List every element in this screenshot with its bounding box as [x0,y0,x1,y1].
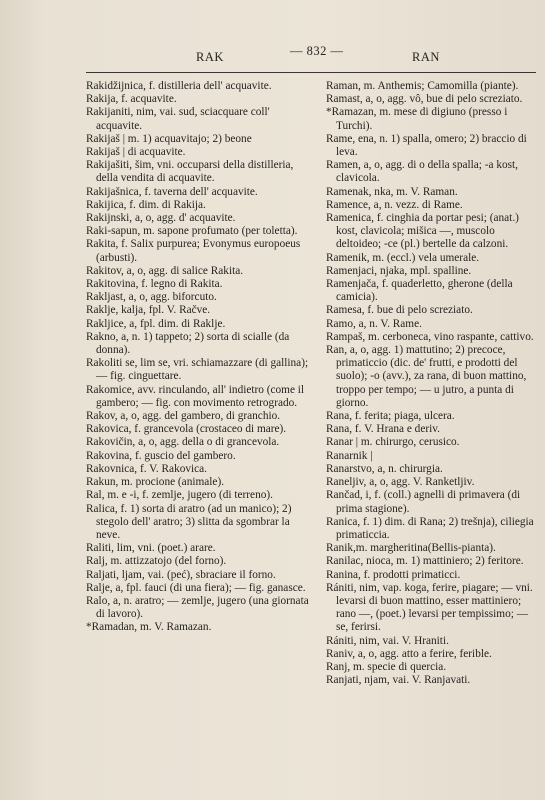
dictionary-entry: Rakijica, f. dim. di Rakija. [86,198,206,211]
dictionary-entry: Ramenik, m. (eccl.) vela umerale. [326,251,480,264]
dictionary-entry: *Ramazan, m. mese di digiuno (presso i Turchi). [326,106,508,132]
dictionary-entry: Raklje, kalja, fpl. V. Račve. [86,304,211,317]
dictionary-entry: Ranina, f. prodotti primaticci. [326,568,461,581]
left-column [86,80,313,635]
dictionary-entry: Raljati, ljam, vai. (peć), sbraciare il forno. [86,568,276,581]
dictionary-entry: Rániti, nim, vai. V. Hraniti. [326,634,449,647]
right-guide-word: RAN [412,50,440,64]
dictionary-entry: Rakijaš | m. 1) acquavitajo; 2) beone [86,132,252,145]
dictionary-entry: Ralo, a, n. aratro; — zemlje, jugero (una giornata di lavoro). [86,594,309,621]
dictionary-entry: Rakija, f. acquavite. [86,93,177,106]
dictionary-entry: Ramo, a, n. V. Rame. [326,317,422,330]
dictionary-entry: Ranarstvo, a, n. chirurgia. [326,462,443,475]
dictionary-entry: Rakovnica, f. V. Rakovica. [86,462,207,475]
dictionary-entry: Ramesa, f. bue di pelo screziato. [326,304,473,317]
dictionary-entry: Ramenica, f. cinghia da portar pesi; (anat.) kost, clavicola; mišica —, muscolo deltoideo; -ce (pl.) bertelle da calzoni. [326,212,519,251]
dictionary-entry: Rakijnski, a, o, agg. d' acquavite. [86,212,236,225]
dictionary-entry: Ramenjaci, njaka, mpl. spalline. [326,264,472,277]
left-guide-word: RAK [196,50,224,64]
dictionary-entry: Rakitov, a, o, agg. di salice Rakita. [86,264,244,277]
dictionary-entry: Rániti, nim, vap. koga, ferire, piagare; — vni. levarsi di buon mattino, esser mattiniero; rano —, (poet.) levarsi per tempissimo; — se, ferirsi. [326,581,533,634]
dictionary-entry: Rakun, m. procione (animale). [86,476,225,489]
dictionary-entry: Raman, m. Anthemis; Camomilla (piante). [326,80,519,92]
dictionary-entry: Ramenak, nka, m. V. Raman. [326,185,458,198]
dictionary-entry: Rakovičin, a, o, agg. della o di grancevola. [86,436,280,449]
dictionary-entry: Ralj, m. attizzatojo (del forno). [86,555,227,568]
dictionary-entry: Ranica, f. 1) dim. di Rana; 2) trešnja), ciliegia primaticcia. [326,515,534,541]
dictionary-entry: Rakomice, avv. rinculando, all' indietro (come il gambero; — fig. con movimento retrogrado. [86,383,305,409]
page-number: — 832 — [290,44,344,58]
dictionary-entry: Rakita, f. Salix purpurea; Evonymus europoeus (arbusti). [86,238,301,264]
dictionary-entry: Ramen, a, o, agg. di o della spalla; -a kost, clavicola. [326,159,518,185]
dictionary-entry: Rakoliti se, lim se, vri. schiamazzare (di gallina); — fig. cinguettare. [86,357,309,383]
dictionary-entry: Rakljice, a, fpl. dim. di Raklje. [86,317,226,330]
dictionary-entry: Ral, m. e -i, f. zemlje, jugero (di terreno). [86,489,273,502]
dictionary-entry: Ralje, a, fpl. fauci (di una fiera); — fig. ganasce. [86,581,306,594]
dictionary-entry: Ranilac, nioca, m. 1) mattiniero; 2) feritore. [326,555,524,568]
dictionary-entry: Rakljast, a, o, agg. biforcuto. [86,291,217,304]
right-column [326,80,538,687]
header-rule [86,72,536,73]
dictionary-entry: Ramenjača, f. quaderletto, gherone (della camicia). [326,278,513,304]
dictionary-entry: Rakovina, f. guscio del gambero. [86,449,236,462]
dictionary-entry: Rakijašnica, f. taverna dell' acquavite. [86,185,258,198]
dictionary-entry: Rana, f. V. Hrana e deriv. [326,423,440,436]
dictionary-entry: Rakijašiti, šim, vni. occuparsi della distilleria, della vendita di acquavite. [86,159,294,185]
dictionary-entry: Rakovica, f. grancevola (crostaceo di mare). [86,423,287,436]
dictionary-entry: Rakijaniti, nim, vai. sud, sciacquare coll' acquavite. [86,106,270,132]
dictionary-entry: Ranj, m. specie di quercia. [326,660,447,673]
dictionary-entry: Rakno, a, n. 1) tappeto; 2) sorta di scialle (da donna). [86,330,290,357]
dictionary-entry: Ranarnik | [326,449,373,462]
dictionary-entry: *Ramadan, m. V. Ramazan. [86,621,212,634]
dictionary-entry: Rakijaš | di acquavite. [86,146,186,159]
page-header [0,44,545,64]
dictionary-entry: Ran, a, o, agg. 1) mattutino; 2) precoce, primaticcio (dic. de' frutti, e prodotti del suolo); -o (avv.), za rana, di buon mattino, troppo per tempo; — u jutro, a punta di giorno. [326,344,527,409]
dictionary-entry: Raneljiv, a, o, agg. V. Ranketljiv. [326,476,475,489]
dictionary-entry: Raki-sapun, m. sapone profumato (per toletta). [86,225,298,238]
dictionary-entry: Ralica, f. 1) sorta di aratro (ad un manico); 2) stegolo dell' aratro; 3) slitta da sgombrar la neve. [86,502,292,541]
dictionary-entry: Raniv, a, o, agg. atto a ferire, ferible. [326,647,492,660]
dictionary-entry: Rakidžijnica, f. distilleria dell' acquavite. [86,80,272,92]
dictionary-entry: Rame, ena, n. 1) spalla, omero; 2) braccio di leva. [326,132,527,159]
dictionary-entry: Rampaš, m. cerboneca, vino raspante, cattivo. [326,330,534,343]
dictionary-entry: Raliti, lim, vni. (poet.) arare. [86,542,216,555]
dictionary-entry: Rančad, i, f. (coll.) agnelli di primavera (di prima stagione). [326,489,521,515]
dictionary-entry: Ranjati, njam, vai. V. Ranjavati. [326,674,471,687]
dictionary-entry: Ranar | m. chirurgo, cerusico. [326,436,460,449]
dictionary-entry: Ramast, a, o, agg. vô, bue di pelo screziato. [326,93,523,106]
dictionary-entry: Rana, f. ferita; piaga, ulcera. [326,410,455,423]
dictionary-entry: Ranik,m. margheritina(Bellis-pianta). [326,542,496,555]
dictionary-entry: Rakov, a, o, agg. del gambero, di granchio. [86,410,281,423]
dictionary-entry: Ramence, a, n. vezz. di Rame. [326,198,463,211]
dictionary-entry: Rakitovina, f. legno di Rakita. [86,278,223,291]
